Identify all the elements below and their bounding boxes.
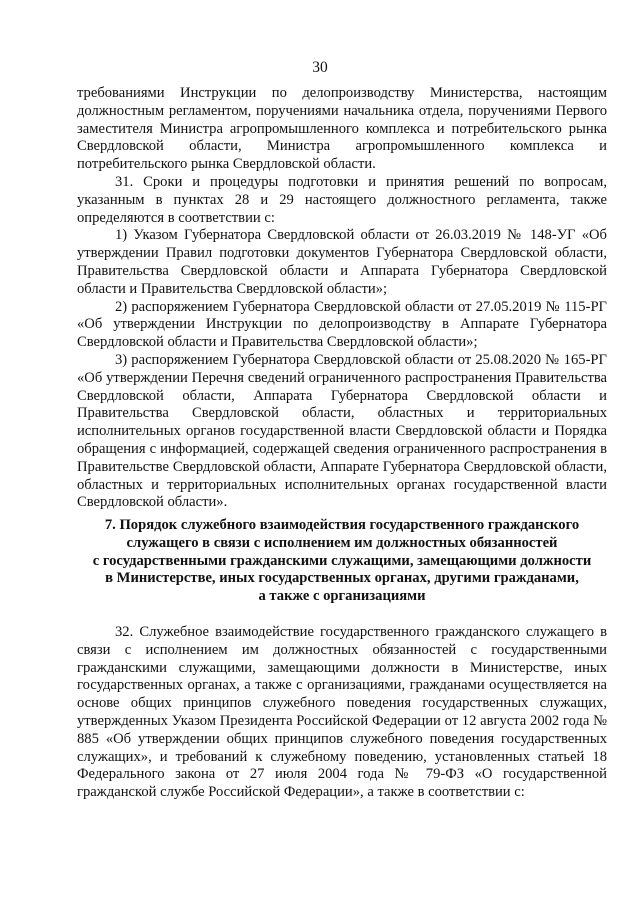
- heading-line: служащего в связи с исполнением им должностных обязанностей: [126, 534, 558, 551]
- list-item-1: 1) Указом Губернатора Свердловской области от 26.03.2019 № 148-УГ «Об утверждении Правил подготовки документов Губернатора Свердловской области, Правительства Свердловской области и Аппарата Губернатора Свердловской области и Правительства Свердловской области»;: [77, 227, 607, 297]
- paragraph-31: 31. Сроки и процедуры подготовки и принятия решений по вопросам, указанным в пунктах 28 и 29 настоящего должностного регламента, также определяются в соответствии с:: [77, 174, 607, 226]
- heading-line: 7. Порядок служебного взаимодействия государственного гражданского: [104, 517, 580, 533]
- clause-32: [77, 624, 607, 802]
- list-item-3: 3) распоряжением Губернатора Свердловской области от 25.08.2020 № 165-РГ «Об утверждении Перечня сведений ограниченного распространения Правительства Свердловской области, Аппарата Губернатора Свердловской области и Правительства Свердловской области, областных и территориальных исполнительных органов государственной власти Свердловской области и Порядка обращения с информацией, содержащей сведения ограниченного распространения в Правительстве Свердловской области, Аппарате Губернатора Свердловской области, областных и территориальных исполнительных органах государственной власти Свердловской области».: [77, 351, 607, 511]
- list-item-2: 2) распоряжением Губернатора Свердловской области от 27.05.2019 № 115-РГ «Об утверждении Инструкции по делопроизводству в Аппарате Губернатора Свердловской области и Правительства Свердловской области»;: [77, 298, 607, 351]
- heading-line: с государственными гражданскими служащими, замещающими должности: [92, 552, 592, 569]
- page-number: 30: [312, 59, 328, 76]
- paragraph-duties-end: требованиями Инструкции по делопроизводству Министерства, настоящим должностным регламентом, поручениями начальника отдела, поручениями Первого заместителя Министра агропромышленного комплекса и потребительского рынка Свердловской области, Министра агропромышленного комплекса и потребительского рынка Свердловской области.: [77, 85, 607, 173]
- paragraph-continuation: [77, 85, 607, 174]
- section-7-heading: [77, 517, 607, 606]
- heading-line: а также с организациями: [258, 588, 426, 605]
- heading-line: в Министерстве, иных государственных органах, другими гражданами,: [105, 570, 579, 587]
- clause-31: [77, 174, 607, 512]
- paragraph-32: 32. Служебное взаимодействие государственного гражданского служащего в связи с исполнением им должностных обязанностей с государственными гражданскими служащими, замещающими должности в Министерстве, иных государственных органах, а также с организациями, гражданами осуществляется на основе общих принципов служебного поведения государственных служащих, утвержденных Указом Президента Российской Федерации от 12 августа 2002 года № 885 «Об утверждении общих принципов служебного поведения государственных служащих», и требований к служебному поведению, установленных статьей 18 Федерального закона от 27 июля 2004 года № 79-ФЗ «О государственной гражданской службе Российской Федерации», а также в соответствии с:: [77, 624, 607, 801]
